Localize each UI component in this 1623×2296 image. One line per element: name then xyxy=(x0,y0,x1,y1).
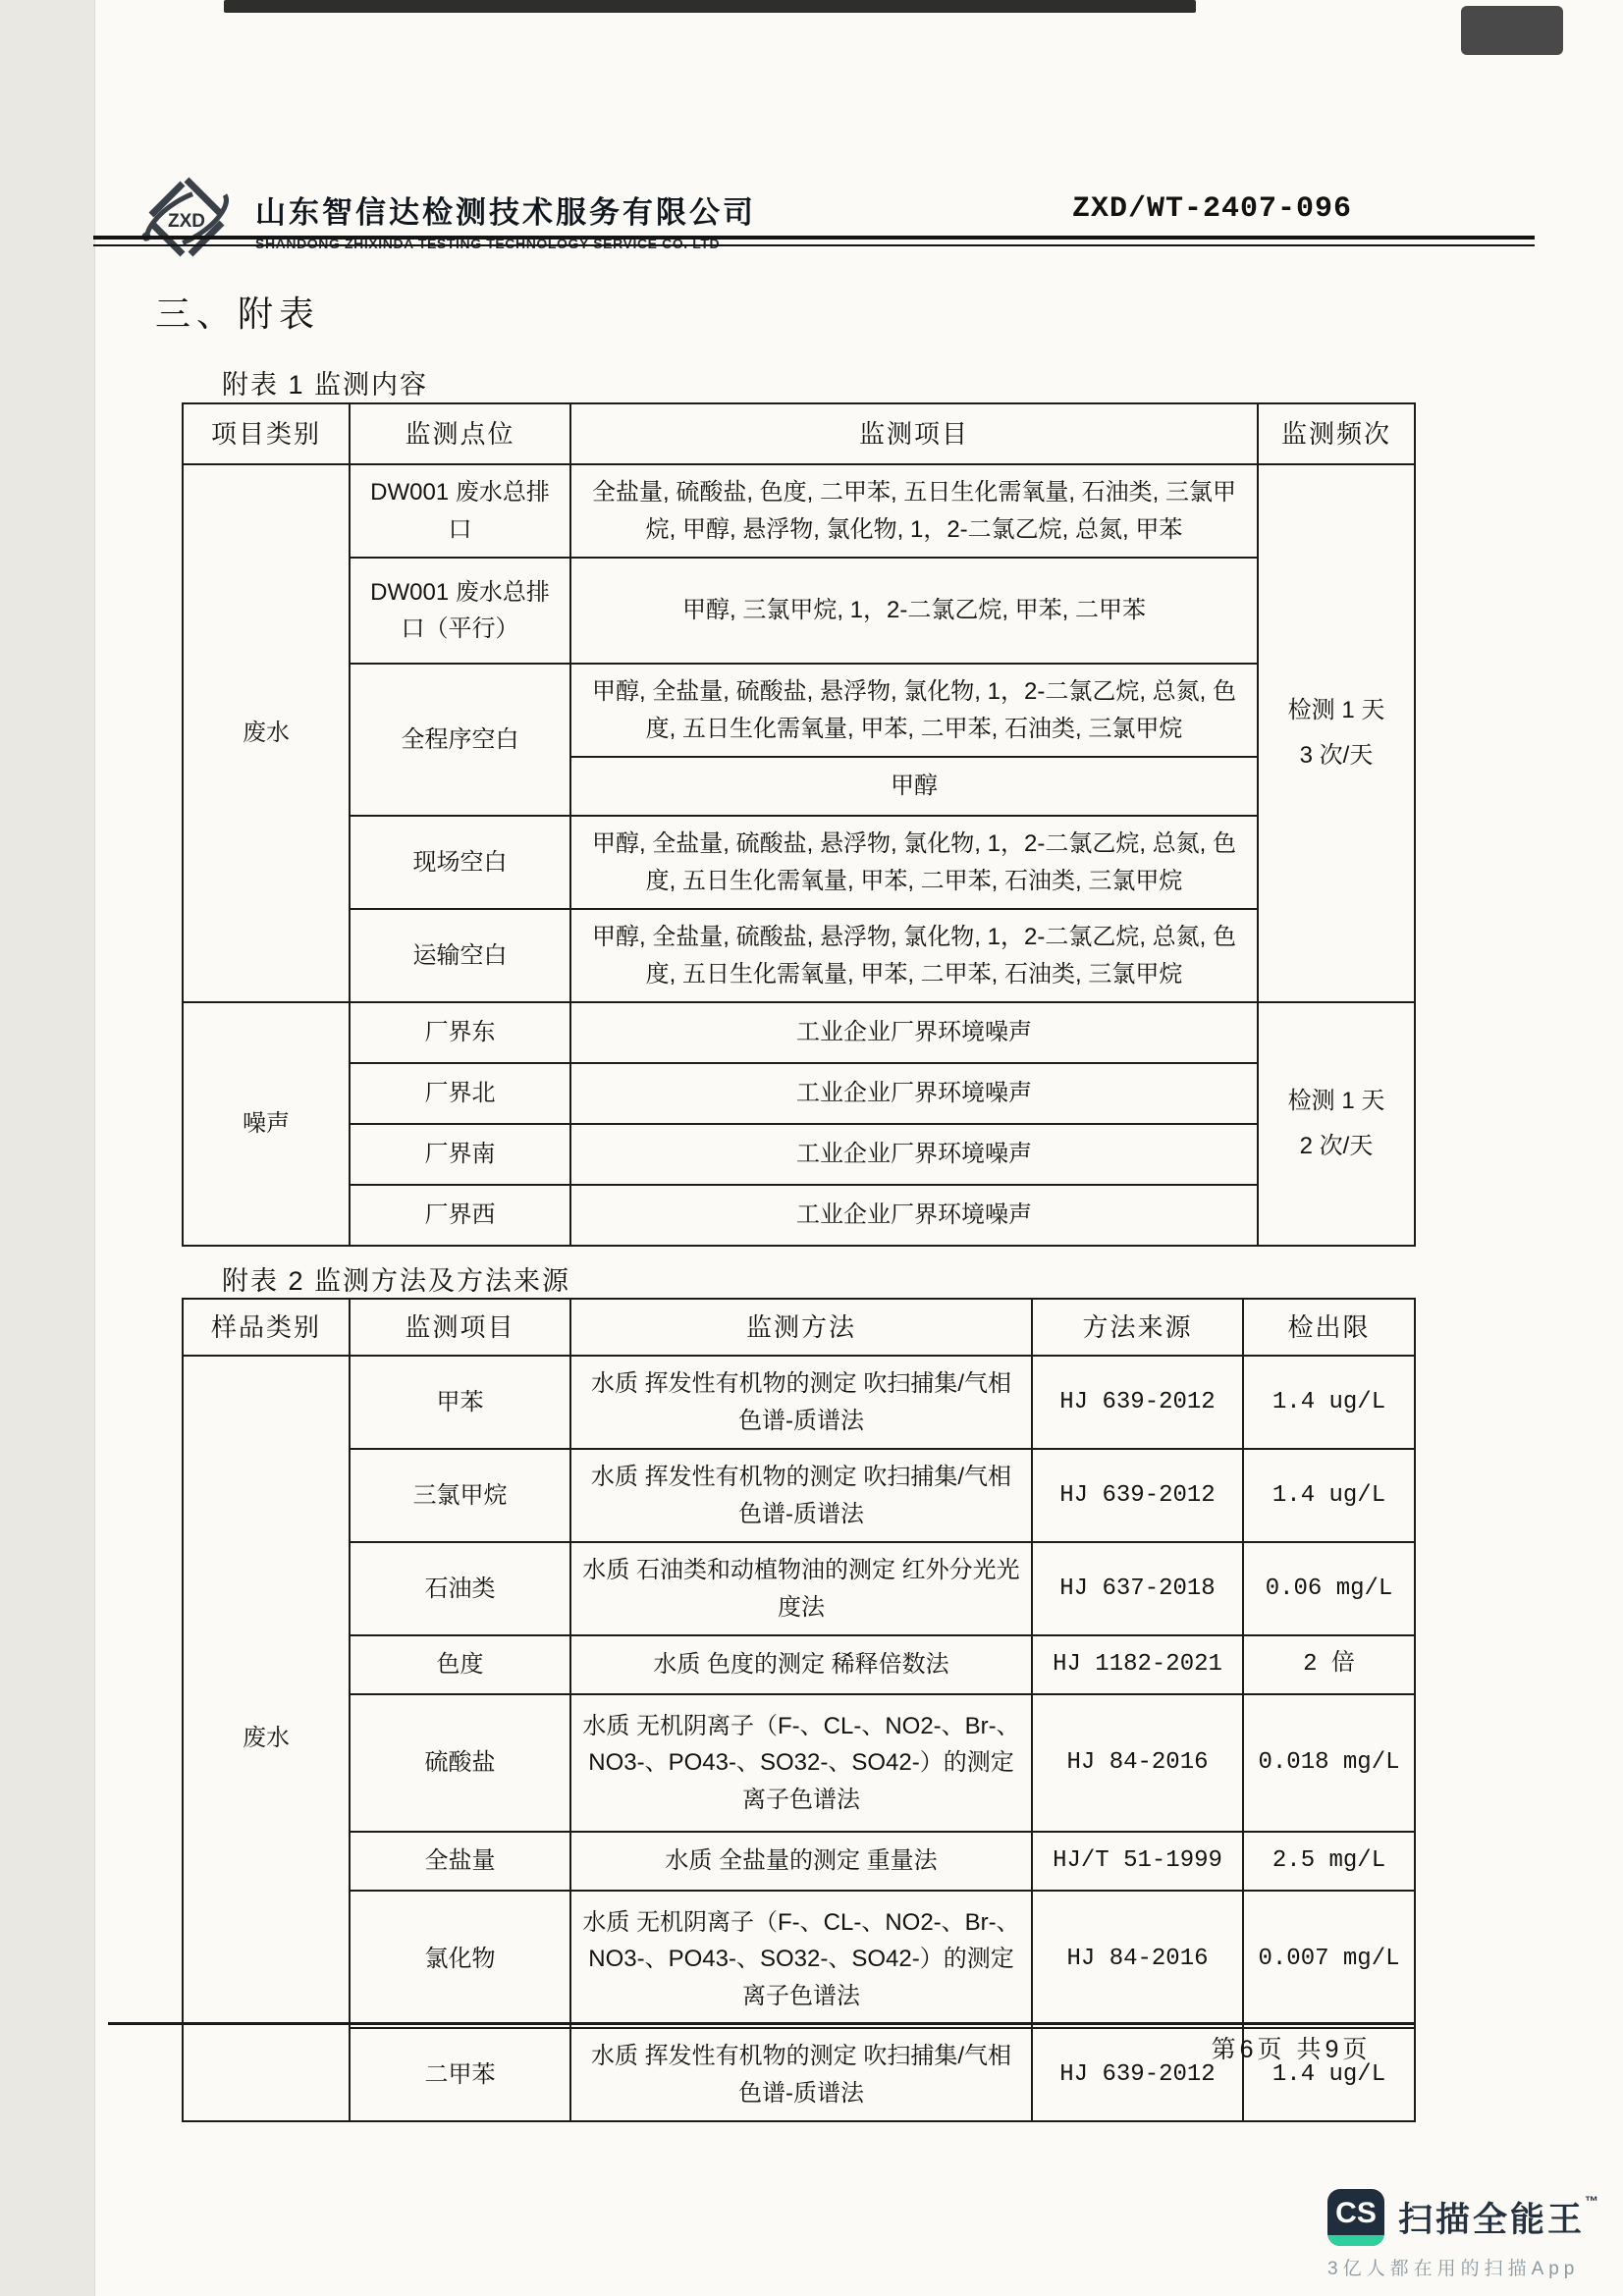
category-cell: 废水 xyxy=(183,464,350,1002)
limit-cell: 2.5 mg/L xyxy=(1243,1832,1415,1891)
source-cell: HJ 1182-2021 xyxy=(1032,1635,1243,1694)
point-cell: 厂界西 xyxy=(350,1185,570,1246)
logo-text: ZXD xyxy=(168,211,205,232)
freq-line: 检测 1 天 xyxy=(1287,697,1385,724)
item-cell: 氯化物 xyxy=(350,1891,570,2028)
scan-edge-strip xyxy=(0,0,95,2296)
method-cell: 水质 挥发性有机物的测定 吹扫捕集/气相色谱-质谱法 xyxy=(570,1449,1032,1542)
table-row xyxy=(183,1891,1415,2028)
table-row xyxy=(183,1124,1415,1185)
freq-cell xyxy=(1258,1002,1415,1246)
table-row xyxy=(183,464,1415,558)
camscanner-tm: ™ xyxy=(1585,2193,1602,2209)
table-row xyxy=(183,1449,1415,1542)
company-name-cn: 山东智信达检测技术服务有限公司 xyxy=(255,194,756,230)
limit-cell: 1.4 ug/L xyxy=(1243,2028,1415,2121)
items-cell: 甲醇, 全盐量, 硫酸盐, 悬浮物, 氯化物, 1，2-二氯乙烷, 总氮, 色度, 五日生化需氧量, 甲苯, 二甲苯, 石油类, 三氯甲烷 xyxy=(570,909,1258,1002)
col-header-source: 方法来源 xyxy=(1032,1299,1243,1356)
table-row xyxy=(183,664,1415,757)
camscanner-watermark xyxy=(1327,2189,1612,2287)
items-cell: 甲醇, 全盐量, 硫酸盐, 悬浮物, 氯化物, 1，2-二氯乙烷, 总氮, 色度, 五日生化需氧量, 甲苯, 二甲苯, 石油类, 三氯甲烷 xyxy=(570,664,1258,757)
scan-artifact-top xyxy=(224,0,1196,13)
table-row xyxy=(183,1832,1415,1891)
table-row xyxy=(183,909,1415,1002)
table-row xyxy=(183,558,1415,664)
method-cell: 水质 挥发性有机物的测定 吹扫捕集/气相色谱-质谱法 xyxy=(570,2028,1032,2121)
table-row xyxy=(183,816,1415,909)
point-cell: 全程序空白 xyxy=(350,664,570,816)
scan-artifact-corner xyxy=(1461,6,1563,55)
document-number: ZXD/WT-2407-096 xyxy=(1072,192,1353,226)
col-header-category: 项目类别 xyxy=(183,403,350,464)
freq-line: 检测 1 天 xyxy=(1287,1088,1385,1115)
item-cell: 石油类 xyxy=(350,1542,570,1635)
limit-cell: 0.007 mg/L xyxy=(1243,1891,1415,2028)
source-cell: HJ 639-2012 xyxy=(1032,2028,1243,2121)
monitoring-method-table xyxy=(182,1298,1416,2122)
col-header-items: 监测项目 xyxy=(570,403,1258,464)
limit-cell: 0.06 mg/L xyxy=(1243,1542,1415,1635)
method-cell: 水质 挥发性有机物的测定 吹扫捕集/气相色谱-质谱法 xyxy=(570,1356,1032,1449)
source-cell: HJ 639-2012 xyxy=(1032,1356,1243,1449)
method-cell: 水质 石油类和动植物油的测定 红外分光光度法 xyxy=(570,1542,1032,1635)
item-cell: 三氯甲烷 xyxy=(350,1449,570,1542)
col-header-limit: 检出限 xyxy=(1243,1299,1415,1356)
table-row xyxy=(183,1694,1415,1832)
item-cell: 甲苯 xyxy=(350,1356,570,1449)
camscanner-tagline: 3亿人都在用的扫描App xyxy=(1327,2259,1580,2279)
items-cell: 工业企业厂界环境噪声 xyxy=(570,1002,1258,1063)
camscanner-brand-text: 扫描全能王 xyxy=(1398,2201,1586,2239)
page-number: 第6页 共9页 xyxy=(1211,2036,1372,2063)
point-cell: 现场空白 xyxy=(350,816,570,909)
footer-divider xyxy=(108,2022,1416,2025)
point-cell: DW001 废水总排口 xyxy=(350,464,570,558)
header-divider xyxy=(93,236,1535,246)
item-cell: 色度 xyxy=(350,1635,570,1694)
limit-cell: 2 倍 xyxy=(1243,1635,1415,1694)
point-cell: DW001 废水总排口（平行） xyxy=(350,558,570,664)
point-cell: 运输空白 xyxy=(350,909,570,1002)
source-cell: HJ 637-2018 xyxy=(1032,1542,1243,1635)
method-cell: 水质 全盐量的测定 重量法 xyxy=(570,1832,1032,1891)
limit-cell: 1.4 ug/L xyxy=(1243,1449,1415,1542)
freq-line: 2 次/天 xyxy=(1299,1133,1374,1159)
point-cell: 厂界北 xyxy=(350,1063,570,1124)
company-header xyxy=(135,165,941,273)
source-cell: HJ 639-2012 xyxy=(1032,1449,1243,1542)
monitoring-content-table xyxy=(182,402,1416,1247)
method-cell: 水质 无机阴离子（F-、CL-、NO2-、Br-、NO3-、PO43-、SO32-、SO42-）的测定 离子色谱法 xyxy=(570,1891,1032,2028)
table-row xyxy=(183,1356,1415,1449)
table-row xyxy=(183,1542,1415,1635)
items-cell: 工业企业厂界环境噪声 xyxy=(570,1063,1258,1124)
table-row xyxy=(183,1185,1415,1246)
company-logo-icon xyxy=(135,168,238,270)
table-row xyxy=(183,1063,1415,1124)
col-header-point: 监测点位 xyxy=(350,403,570,464)
table1-caption: 附表 1 监测内容 xyxy=(222,370,429,400)
item-cell: 全盐量 xyxy=(350,1832,570,1891)
item-cell: 二甲苯 xyxy=(350,2028,570,2121)
source-cell: HJ 84-2016 xyxy=(1032,1891,1243,2028)
sample-cell: 废水 xyxy=(183,1356,350,2121)
section-title: 三、附表 xyxy=(155,294,321,334)
company-name-en: SHANDONG ZHIXINDA TESTING TECHNOLOGY SERVICE CO. LTD xyxy=(255,235,721,251)
source-cell: HJ/T 51-1999 xyxy=(1032,1832,1243,1891)
items-cell: 工业企业厂界环境噪声 xyxy=(570,1185,1258,1246)
col-header-method: 监测方法 xyxy=(570,1299,1032,1356)
camscanner-icon-text: CS xyxy=(1335,2197,1377,2229)
method-cell: 水质 无机阴离子（F-、CL-、NO2-、Br-、NO3-、PO43-、SO32-、SO42-）的测定 离子色谱法 xyxy=(570,1694,1032,1832)
item-cell: 硫酸盐 xyxy=(350,1694,570,1832)
items-cell: 甲醇 xyxy=(570,757,1258,816)
table2-caption: 附表 2 监测方法及方法来源 xyxy=(222,1266,571,1296)
method-cell: 水质 色度的测定 稀释倍数法 xyxy=(570,1635,1032,1694)
items-cell: 全盐量, 硫酸盐, 色度, 二甲苯, 五日生化需氧量, 石油类, 三氯甲烷, 甲醇, 悬浮物, 氯化物, 1，2-二氯乙烷, 总氮, 甲苯 xyxy=(570,464,1258,558)
items-cell: 甲醇, 全盐量, 硫酸盐, 悬浮物, 氯化物, 1，2-二氯乙烷, 总氮, 色度, 五日生化需氧量, 甲苯, 二甲苯, 石油类, 三氯甲烷 xyxy=(570,816,1258,909)
source-cell: HJ 84-2016 xyxy=(1032,1694,1243,1832)
table-header-row xyxy=(183,1299,1415,1356)
freq-line: 3 次/天 xyxy=(1299,742,1374,769)
col-header-sample: 样品类别 xyxy=(183,1299,350,1356)
items-cell: 甲醇, 三氯甲烷, 1，2-二氯乙烷, 甲苯, 二甲苯 xyxy=(570,558,1258,664)
camscanner-icon xyxy=(1327,2189,1384,2246)
col-header-freq: 监测频次 xyxy=(1258,403,1415,464)
point-cell: 厂界南 xyxy=(350,1124,570,1185)
category-cell: 噪声 xyxy=(183,1002,350,1246)
limit-cell: 1.4 ug/L xyxy=(1243,1356,1415,1449)
col-header-item: 监测项目 xyxy=(350,1299,570,1356)
table-row xyxy=(183,1635,1415,1694)
freq-cell xyxy=(1258,464,1415,1002)
items-cell: 工业企业厂界环境噪声 xyxy=(570,1124,1258,1185)
table-row xyxy=(183,1002,1415,1063)
point-cell: 厂界东 xyxy=(350,1002,570,1063)
camscanner-brand xyxy=(1398,2193,1601,2242)
table-header-row xyxy=(183,403,1415,464)
limit-cell: 0.018 mg/L xyxy=(1243,1694,1415,1832)
